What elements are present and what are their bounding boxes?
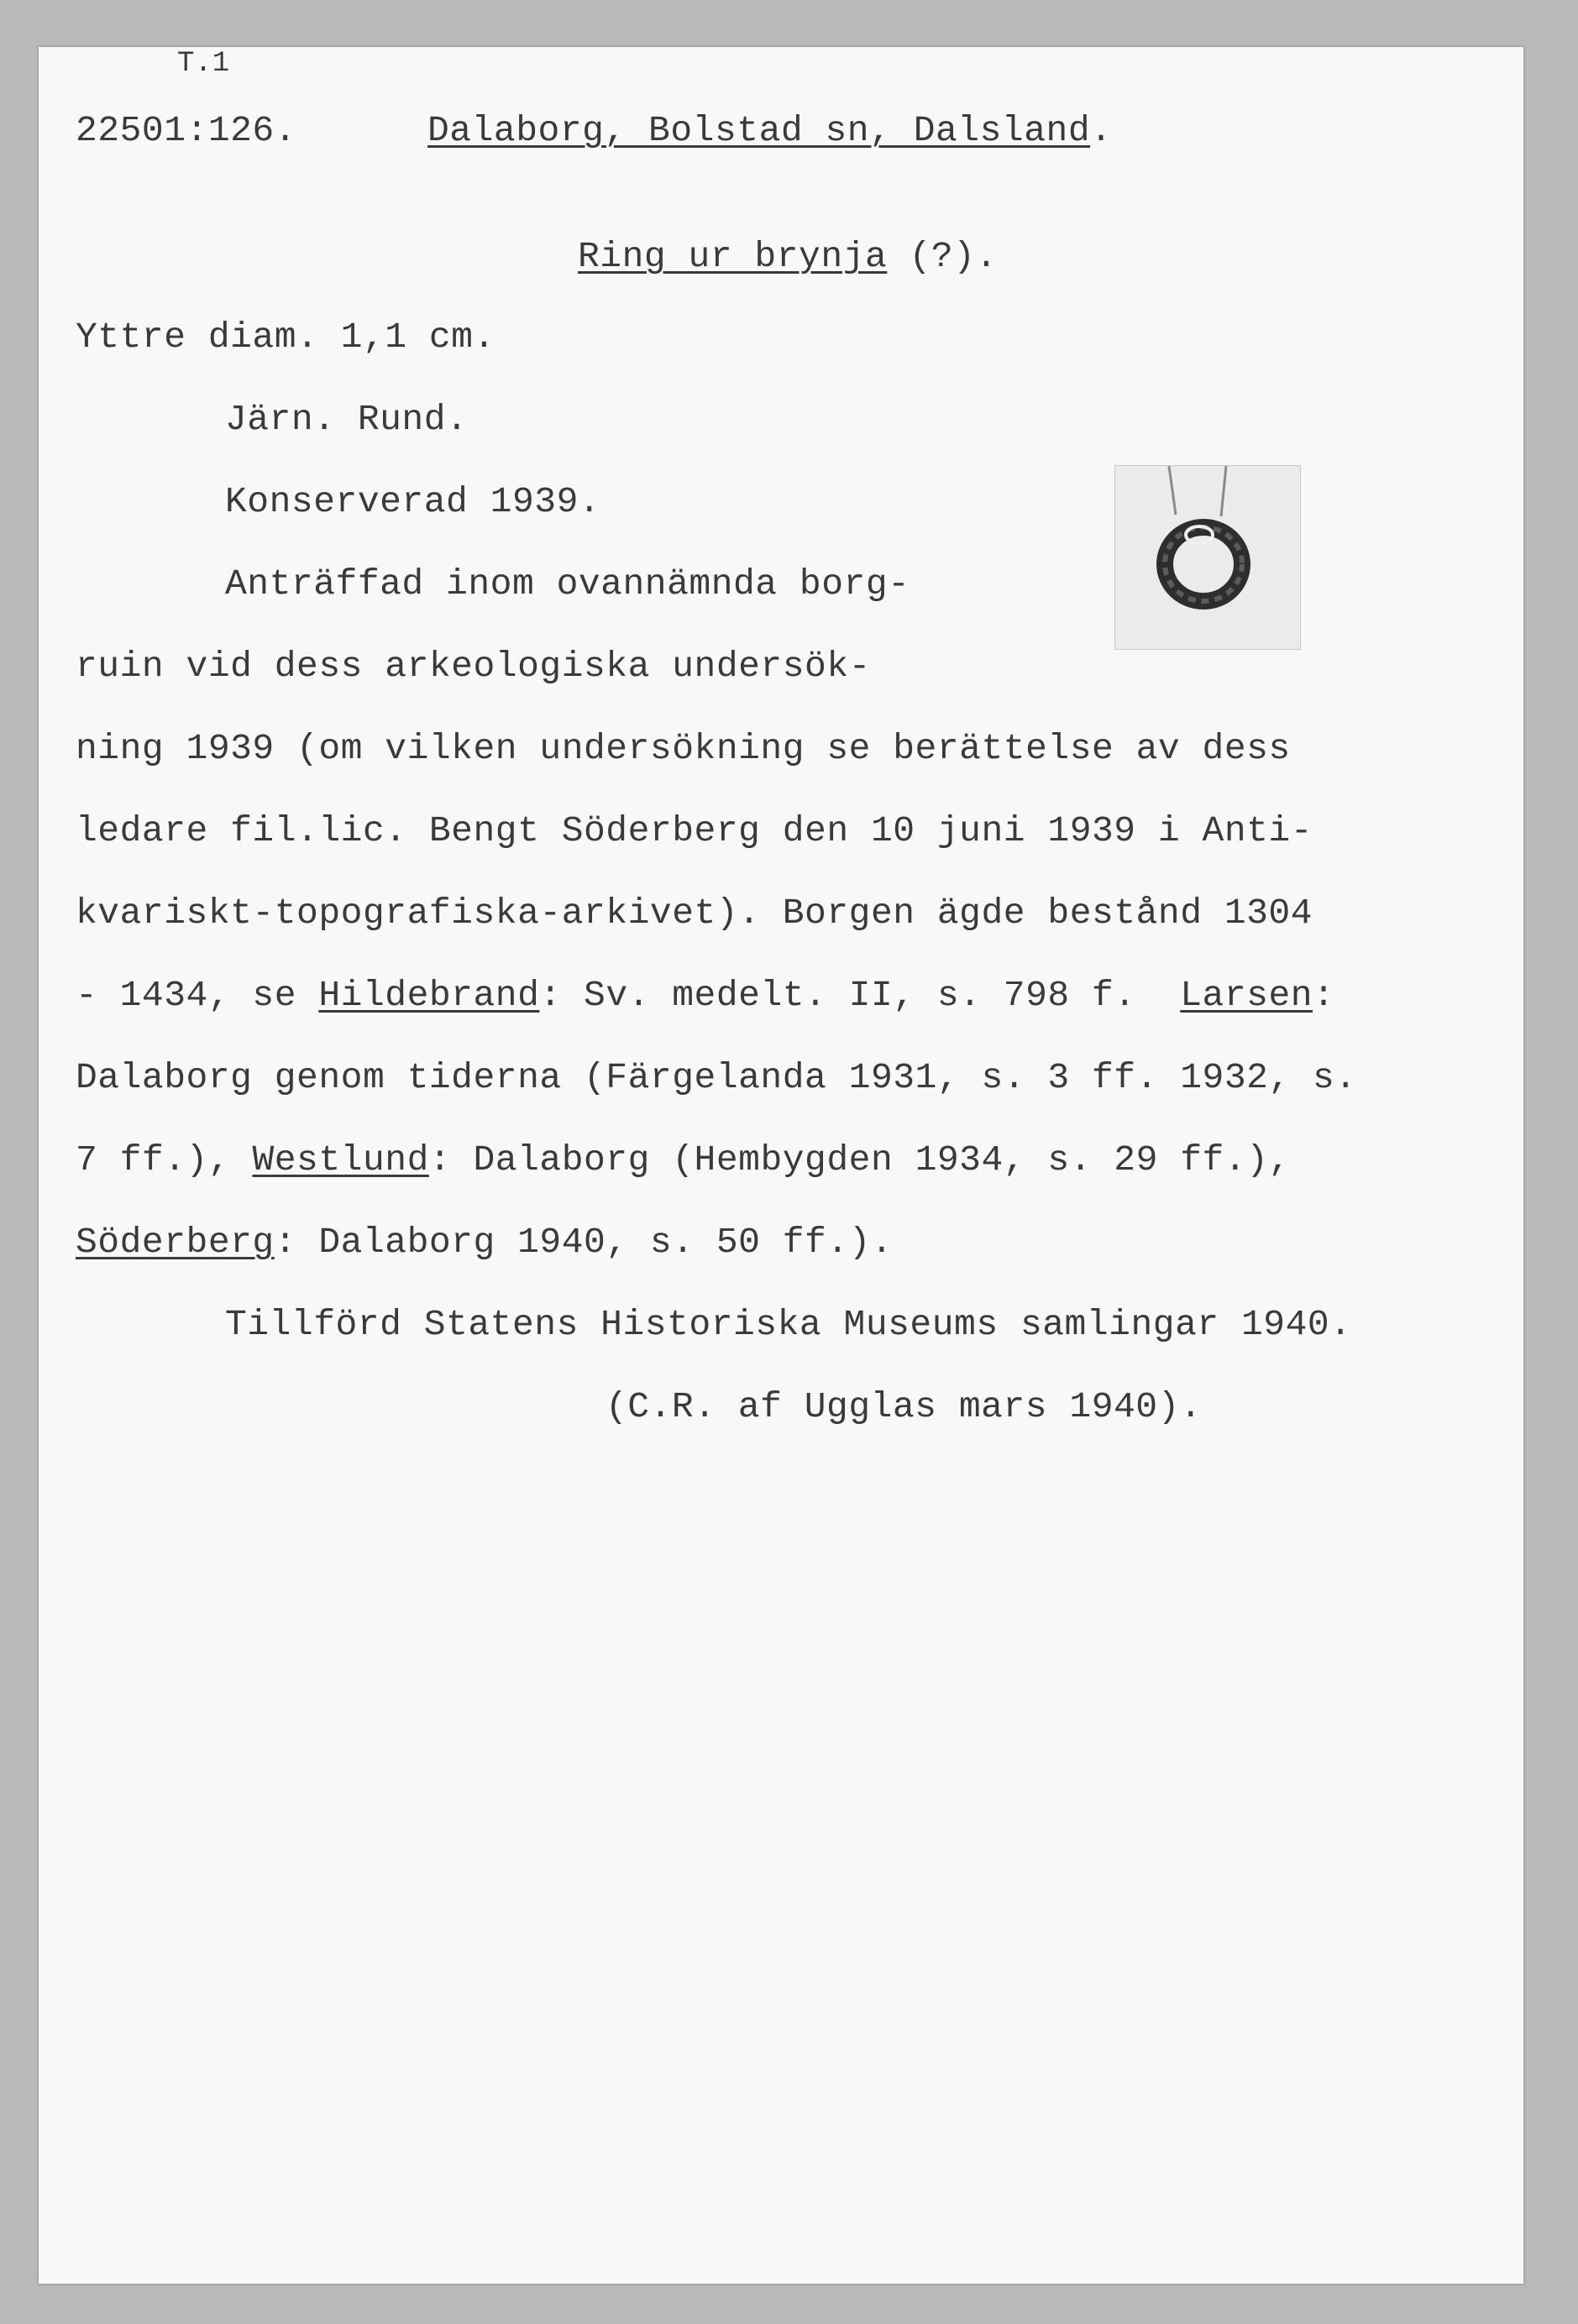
ring-image bbox=[1115, 466, 1300, 649]
text-line-3: Konserverad 1939. bbox=[225, 481, 601, 522]
object-title bbox=[578, 235, 998, 279]
text-line-9-a: - 1434, se bbox=[76, 975, 319, 1016]
text-line-12 bbox=[76, 1221, 893, 1264]
text-line-13: Tillförd Statens Historiska Museums samlingar 1940. bbox=[225, 1304, 1352, 1345]
text-line-12-b: : Dalaborg 1940, s. 50 ff.). bbox=[274, 1222, 894, 1263]
hanging-thread-left bbox=[1169, 466, 1176, 515]
text-line-2: Järn. Rund. bbox=[225, 399, 469, 440]
card-mark: T.1 bbox=[177, 48, 230, 80]
text-line-11-a: 7 ff.), bbox=[76, 1139, 253, 1180]
hanging-thread-right bbox=[1221, 466, 1226, 516]
author-larsen: Larsen bbox=[1180, 975, 1313, 1016]
find-location-suffix: . bbox=[1090, 110, 1113, 151]
text-line-5: ruin vid dess arkeologiska undersök- bbox=[76, 646, 871, 687]
text-line-11 bbox=[76, 1138, 1291, 1182]
object-title-text: Ring ur brynja bbox=[578, 236, 888, 277]
author-westlund: Westlund bbox=[252, 1139, 429, 1180]
ring-photo bbox=[1114, 465, 1301, 650]
catalog-card bbox=[39, 47, 1523, 2284]
text-line-8: kvariskt-topografiska-arkivet). Borgen ägde bestånd 1304 bbox=[76, 892, 1313, 934]
find-location bbox=[427, 109, 1112, 153]
text-line-9-e: : bbox=[1313, 975, 1335, 1016]
text-line-4: Anträffad inom ovannämnda borg- bbox=[225, 563, 910, 605]
text-line-7: ledare fil.lic. Bengt Söderberg den 10 juni 1939 i Anti- bbox=[76, 810, 1313, 851]
text-line-9-c: : Sv. medelt. II, s. 798 f. bbox=[539, 975, 1181, 1016]
text-line-6: ning 1939 (om vilken undersökning se berättelse av dess bbox=[76, 728, 1291, 769]
catalog-number: 22501:126. bbox=[76, 110, 297, 151]
text-line-10: Dalaborg genom tiderna (Färgelanda 1931, s. 3 ff. 1932, s. bbox=[76, 1057, 1357, 1098]
object-title-suffix: (?). bbox=[887, 236, 998, 277]
text-line-9 bbox=[76, 974, 1334, 1018]
find-location-text: Dalaborg, Bolstad sn, Dalsland bbox=[427, 110, 1091, 151]
author-hildebrand: Hildebrand bbox=[318, 975, 540, 1016]
author-soderberg: Söderberg bbox=[76, 1222, 275, 1263]
text-line-14: (C.R. af Ugglas mars 1940). bbox=[606, 1386, 1203, 1427]
text-line-11-c: : Dalaborg (Hembygden 1934, s. 29 ff.), bbox=[428, 1139, 1291, 1180]
text-line-1: Yttre diam. 1,1 cm. bbox=[76, 317, 495, 358]
